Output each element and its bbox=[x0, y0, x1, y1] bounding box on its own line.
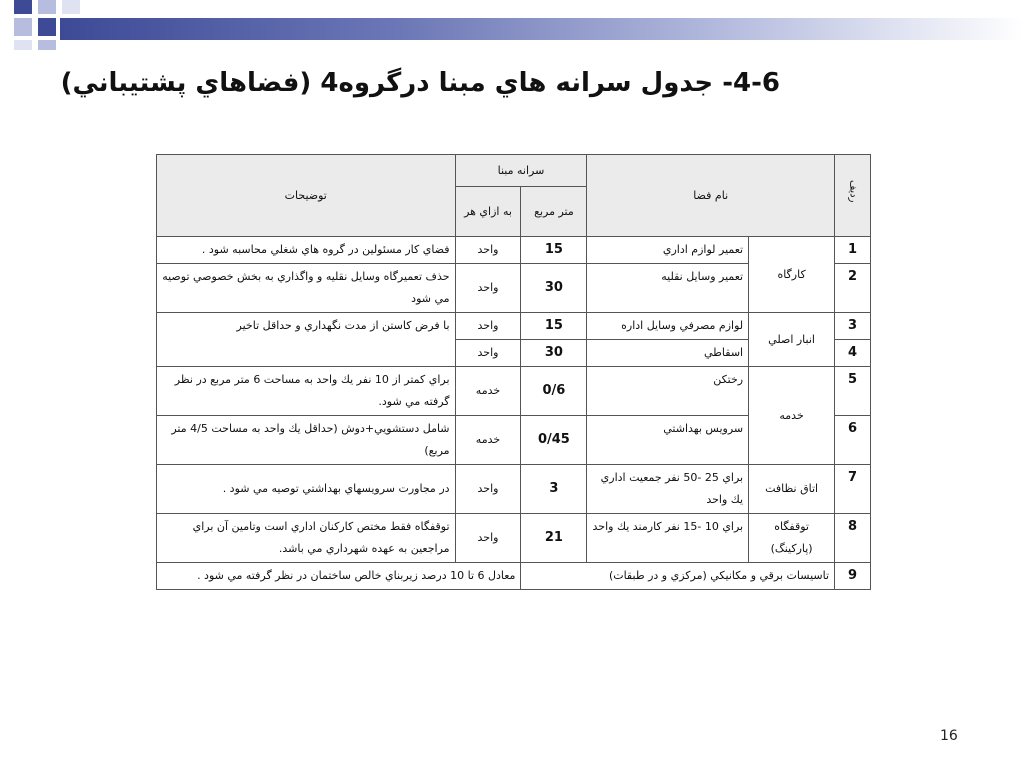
header-description: توضيحات bbox=[157, 155, 456, 237]
row-group: توقفگاه (پاركينگ) bbox=[749, 514, 835, 563]
row-value: 15 bbox=[521, 313, 587, 340]
row-description: شامل دستشويي+دوش (حداقل يك واحد به مساحت 4/5 متر مربع) bbox=[157, 416, 456, 465]
row-group: خدمه bbox=[749, 367, 835, 465]
slide-title: 4-6- جدول سرانه هاي مبنا درگروه4 (فضاهاي پشتيباني) bbox=[60, 68, 780, 98]
table-row bbox=[157, 237, 871, 264]
row-description: معادل 6 تا 10 درصد زيربناي خالص ساختمان در نظر گرفته مي شود . bbox=[157, 563, 521, 590]
header-per-capita: سرانه مبنا bbox=[455, 155, 587, 187]
page-number: 16 bbox=[940, 728, 958, 744]
row-unit: واحد bbox=[455, 465, 521, 514]
row-description: فضاي كار مسئولين در گروه هاي شغلي محاسبه شود . bbox=[157, 237, 456, 264]
row-space-name: سرويس بهداشتي bbox=[587, 416, 749, 465]
row-unit: خدمه bbox=[455, 416, 521, 465]
header-per-unit: به ازاي هر bbox=[455, 187, 521, 237]
row-number: 2 bbox=[835, 264, 871, 313]
row-unit: واحد bbox=[455, 264, 521, 313]
row-value: 15 bbox=[521, 237, 587, 264]
header-row-number: رديف bbox=[835, 155, 871, 237]
table-header-row bbox=[157, 155, 871, 187]
row-value: 0/6 bbox=[521, 367, 587, 416]
row-number: 3 bbox=[835, 313, 871, 340]
decor-square bbox=[38, 0, 56, 14]
row-number: 6 bbox=[835, 416, 871, 465]
row-space-name: براي 10 -15 نفر كارمند يك واحد bbox=[587, 514, 749, 563]
row-description: در مجاورت سرويسهاي بهداشتي توصيه مي شود . bbox=[157, 465, 456, 514]
table-row bbox=[157, 563, 871, 590]
per-capita-table bbox=[156, 154, 871, 590]
row-unit: واحد bbox=[455, 514, 521, 563]
header-sqm: متر مربع bbox=[521, 187, 587, 237]
row-unit: واحد bbox=[455, 313, 521, 340]
decor-square bbox=[14, 18, 32, 36]
table-row bbox=[157, 514, 871, 563]
row-unit: خدمه bbox=[455, 367, 521, 416]
row-value: 30 bbox=[521, 264, 587, 313]
row-space-name: تعمير وسايل نقليه bbox=[587, 264, 749, 313]
row-space-name: لوازم مصرفي وسايل اداره bbox=[587, 313, 749, 340]
row-number: 5 bbox=[835, 367, 871, 416]
row-group: انبار اصلي bbox=[749, 313, 835, 367]
row-number: 9 bbox=[835, 563, 871, 590]
header-gradient-bar bbox=[60, 18, 1024, 40]
row-space-name: رختكن bbox=[587, 367, 749, 416]
row-value: 30 bbox=[521, 340, 587, 367]
decor-square bbox=[14, 0, 32, 14]
row-space-name: تاسيسات برقي و مكانيكي (مركزي و در طبقات) bbox=[521, 563, 835, 590]
row-description: حذف تعميرگاه وسايل نقليه و واگذاري به بخش خصوصي توصيه مي شود bbox=[157, 264, 456, 313]
row-description: براي كمتر از 10 نفر يك واحد به مساحت 6 متر مربع در نظر گرفته مي شود. bbox=[157, 367, 456, 416]
row-number: 7 bbox=[835, 465, 871, 514]
row-number: 1 bbox=[835, 237, 871, 264]
decor-square bbox=[38, 18, 56, 36]
row-space-name: تعمير لوازم اداري bbox=[587, 237, 749, 264]
row-space-name: اسقاطي bbox=[587, 340, 749, 367]
row-description: توقفگاه فقط مختص كاركنان اداري است وتامين آن براي مراجعين به عهده شهرداري مي باشد. bbox=[157, 514, 456, 563]
row-space-name: براي 25 -50 نفر جمعيت اداري يك واحد bbox=[587, 465, 749, 514]
row-group: كارگاه bbox=[749, 237, 835, 313]
decor-square bbox=[14, 40, 32, 50]
table-row bbox=[157, 313, 871, 340]
table-row bbox=[157, 465, 871, 514]
row-unit: واحد bbox=[455, 237, 521, 264]
row-unit: واحد bbox=[455, 340, 521, 367]
decor-square bbox=[38, 40, 56, 50]
table-row bbox=[157, 367, 871, 416]
header-decoration bbox=[0, 0, 1024, 50]
decor-square bbox=[62, 0, 80, 14]
row-number: 8 bbox=[835, 514, 871, 563]
row-description: با فرض كاستن از مدت نگهداري و حداقل تاخير bbox=[157, 313, 456, 367]
row-number: 4 bbox=[835, 340, 871, 367]
row-value: 0/45 bbox=[521, 416, 587, 465]
row-value: 21 bbox=[521, 514, 587, 563]
row-group: اتاق نظافت bbox=[749, 465, 835, 514]
row-value: 3 bbox=[521, 465, 587, 514]
header-space-name: نام فضا bbox=[587, 155, 835, 237]
